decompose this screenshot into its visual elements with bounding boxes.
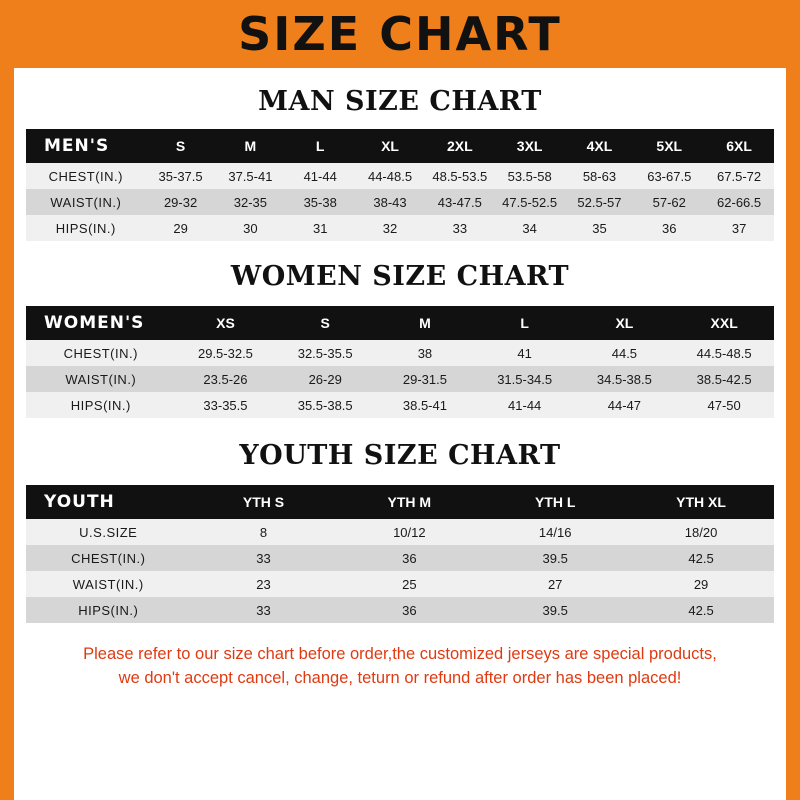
table-cell: 32.5-35.5: [275, 340, 375, 366]
table-cell: 18/20: [628, 519, 774, 545]
table-cell: 29: [628, 571, 774, 597]
table-cell: 23: [191, 571, 337, 597]
table-header-cell: 6XL: [704, 129, 774, 163]
table-cell: 33: [425, 215, 495, 241]
table-cell: 41: [475, 340, 575, 366]
table-cell: 35-38: [285, 189, 355, 215]
row-label: WAIST(IN.): [26, 189, 146, 215]
table-cell: 25: [336, 571, 482, 597]
table-row: [26, 597, 774, 623]
row-label: CHEST(IN.): [26, 163, 146, 189]
table-cell: 37.5-41: [215, 163, 285, 189]
table-header-cell: XL: [355, 129, 425, 163]
table-cell: 38-43: [355, 189, 425, 215]
women-table-body: [26, 306, 774, 418]
row-label: HIPS(IN.): [26, 215, 146, 241]
table-cell: 33: [191, 597, 337, 623]
table-cell: 35: [565, 215, 635, 241]
table-cell: 47-50: [674, 392, 774, 418]
table-cell: 32: [355, 215, 425, 241]
table-cell: 10/12: [336, 519, 482, 545]
men-section-heading: MAN SIZE CHART: [258, 86, 542, 117]
table-row: [26, 340, 774, 366]
table-cell: 41-44: [285, 163, 355, 189]
table-header-cell: XL: [575, 306, 675, 340]
row-label: CHEST(IN.): [26, 340, 176, 366]
men-size-table: [26, 129, 774, 241]
table-header-cell: 3XL: [495, 129, 565, 163]
table-cell: 31.5-34.5: [475, 366, 575, 392]
table-cell: 44.5-48.5: [674, 340, 774, 366]
table-cell: 34.5-38.5: [575, 366, 675, 392]
table-cell: 36: [336, 597, 482, 623]
table-cell: 36: [634, 215, 704, 241]
table-header-cell: M: [215, 129, 285, 163]
table-cell: 38.5-41: [375, 392, 475, 418]
table-cell: 39.5: [482, 597, 628, 623]
table-header-row: [26, 306, 774, 340]
table-cell: 38.5-42.5: [674, 366, 774, 392]
table-cell: 43-47.5: [425, 189, 495, 215]
table-cell: 14/16: [482, 519, 628, 545]
table-cell: 48.5-53.5: [425, 163, 495, 189]
table-cell: 29-31.5: [375, 366, 475, 392]
table-cell: 8: [191, 519, 337, 545]
table-header-cell: L: [285, 129, 355, 163]
table-cell: 58-63: [565, 163, 635, 189]
youth-section-heading: YOUTH SIZE CHART: [239, 440, 561, 471]
page-title: SIZE CHART: [238, 7, 562, 61]
table-cell: 44-48.5: [355, 163, 425, 189]
table-cell: 42.5: [628, 597, 774, 623]
table-cell: 33-35.5: [176, 392, 276, 418]
table-cell: 39.5: [482, 545, 628, 571]
table-header-cell: S: [146, 129, 216, 163]
table-cell: 34: [495, 215, 565, 241]
table-cell: 44.5: [575, 340, 675, 366]
table-cell: 37: [704, 215, 774, 241]
table-row: [26, 392, 774, 418]
table-header-row: [26, 485, 774, 519]
table-cell: 62-66.5: [704, 189, 774, 215]
table-header-row: [26, 129, 774, 163]
table-header-cell: 4XL: [565, 129, 635, 163]
table-header-cell: YTH L: [482, 485, 628, 519]
table-cell: 57-62: [634, 189, 704, 215]
table-cell: 47.5-52.5: [495, 189, 565, 215]
table-header-cell: 2XL: [425, 129, 495, 163]
table-cell: 36: [336, 545, 482, 571]
footer-note: [26, 643, 774, 691]
table-cell: 31: [285, 215, 355, 241]
youth-size-table: [26, 485, 774, 623]
women-size-table: [26, 306, 774, 418]
table-header-cell: M: [375, 306, 475, 340]
table-row: [26, 571, 774, 597]
table-cell: 30: [215, 215, 285, 241]
table-cell: 38: [375, 340, 475, 366]
table-header-cell: 5XL: [634, 129, 704, 163]
table-header-cell: YTH XL: [628, 485, 774, 519]
table-cell: 29: [146, 215, 216, 241]
table-row: [26, 545, 774, 571]
footer-note-line-1: Please refer to our size chart before order,the customized jerseys are special products,: [83, 645, 717, 663]
youth-table-body: [26, 485, 774, 623]
table-row: [26, 366, 774, 392]
table-cell: 23.5-26: [176, 366, 276, 392]
table-cell: 42.5: [628, 545, 774, 571]
table-header-cell: S: [275, 306, 375, 340]
table-cell: 67.5-72: [704, 163, 774, 189]
table-cell: 29.5-32.5: [176, 340, 276, 366]
women-section-heading: WOMEN SIZE CHART: [230, 261, 570, 292]
table-row: [26, 163, 774, 189]
table-header-label: WOMEN'S: [26, 306, 176, 340]
table-cell: 53.5-58: [495, 163, 565, 189]
row-label: WAIST(IN.): [26, 571, 191, 597]
table-cell: 41-44: [475, 392, 575, 418]
table-cell: 52.5-57: [565, 189, 635, 215]
table-cell: 63-67.5: [634, 163, 704, 189]
men-table-body: [26, 129, 774, 241]
banner: [0, 0, 800, 68]
table-cell: 29-32: [146, 189, 216, 215]
table-header-cell: YTH S: [191, 485, 337, 519]
table-cell: 35-37.5: [146, 163, 216, 189]
table-row: [26, 215, 774, 241]
table-cell: 35.5-38.5: [275, 392, 375, 418]
table-row: [26, 519, 774, 545]
footer-note-line-2: we don't accept cancel, change, teturn or refund after order has been placed!: [118, 668, 682, 687]
row-label: HIPS(IN.): [26, 392, 176, 418]
table-cell: 27: [482, 571, 628, 597]
table-cell: 44-47: [575, 392, 675, 418]
row-label: U.S.SIZE: [26, 519, 191, 545]
table-cell: 33: [191, 545, 337, 571]
row-label: CHEST(IN.): [26, 545, 191, 571]
row-label: WAIST(IN.): [26, 366, 176, 392]
row-label: HIPS(IN.): [26, 597, 191, 623]
table-cell: 26-29: [275, 366, 375, 392]
table-header-label: MEN'S: [26, 129, 146, 163]
content: [14, 86, 786, 691]
table-header-cell: YTH M: [336, 485, 482, 519]
table-header-cell: L: [475, 306, 575, 340]
table-header-cell: XS: [176, 306, 276, 340]
table-cell: 32-35: [215, 189, 285, 215]
table-header-label: YOUTH: [26, 485, 191, 519]
table-row: [26, 189, 774, 215]
table-header-cell: XXL: [674, 306, 774, 340]
